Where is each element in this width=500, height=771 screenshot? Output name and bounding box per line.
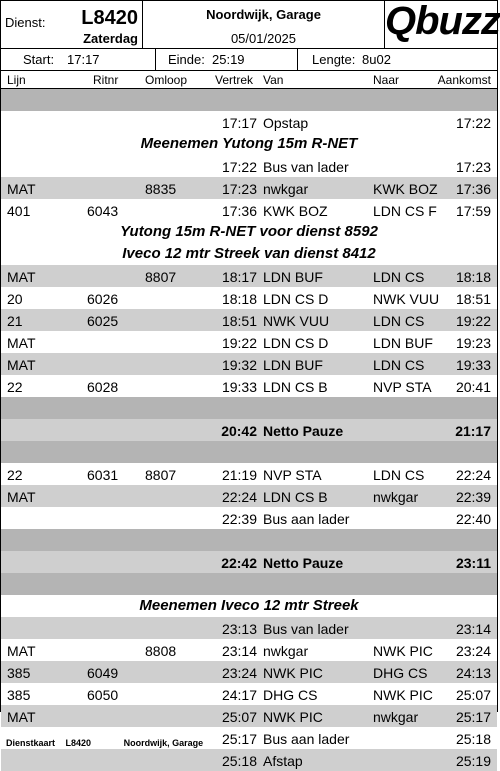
- einde-value: 25:19: [212, 52, 245, 67]
- cell-lijn: MAT: [7, 269, 36, 285]
- cell-vertrek: 25:07: [221, 709, 257, 725]
- cell-ritnr: 6031: [87, 467, 119, 483]
- cell-lijn: 385: [7, 665, 31, 681]
- cell-omloop: 8835: [145, 181, 177, 197]
- cell-van: LDN CS D: [263, 335, 329, 351]
- cell-vertrek: 21:19: [221, 467, 257, 483]
- table-row: [1, 749, 497, 771]
- footer-location: Noordwijk, Garage: [123, 738, 204, 748]
- cell-aankomst: 21:17: [455, 423, 491, 439]
- cell-naar: NWK PIC: [373, 687, 433, 703]
- start-section: [1, 49, 156, 70]
- cell-vertrek: 22:24: [221, 489, 257, 505]
- table-row: [1, 199, 497, 221]
- cell-aankomst: 25:18: [455, 731, 491, 747]
- table-row: [1, 617, 497, 639]
- cell-vertrek: 19:33: [221, 379, 257, 395]
- cell-aankomst: 23:14: [455, 621, 491, 637]
- cell-vertrek: 25:18: [221, 753, 257, 769]
- cell-vertrek: 22:39: [221, 511, 257, 527]
- cell-vertrek: 24:17: [221, 687, 257, 703]
- table-row: [1, 353, 497, 375]
- cell-aankomst: 25:19: [455, 753, 491, 769]
- cell-van: Opstap: [263, 115, 309, 131]
- logo-cell: [385, 1, 499, 48]
- section-title-row: [1, 243, 497, 265]
- cell-van: nwkgar: [263, 643, 309, 659]
- col-aankomst: Aankomst: [437, 73, 491, 87]
- table-row: [1, 287, 497, 309]
- lengte-value: 8u02: [362, 52, 391, 67]
- cell-naar: NVP STA: [373, 379, 432, 395]
- section-title-row: [1, 221, 497, 243]
- cell-lijn: MAT: [7, 709, 36, 725]
- table-row: [1, 661, 497, 683]
- cell-lijn: MAT: [7, 181, 36, 197]
- cell-vertrek: 23:13: [221, 621, 257, 637]
- cell-van: Bus aan lader: [263, 511, 350, 527]
- einde-label: Einde:: [168, 52, 205, 67]
- cell-van: NWK PIC: [263, 709, 323, 725]
- cell-vertrek: 19:32: [221, 357, 257, 373]
- table-row: [1, 331, 497, 353]
- cell-naar: LDN CS: [373, 313, 425, 329]
- cell-van: Bus van lader: [263, 159, 349, 175]
- table-row: [1, 309, 497, 331]
- col-naar: Naar: [373, 73, 400, 87]
- cell-aankomst: 19:23: [455, 335, 491, 351]
- cell-van: LDN CS B: [263, 379, 328, 395]
- cell-lijn: 21: [7, 313, 23, 329]
- separator-row: [1, 89, 497, 111]
- cell-aankomst: 23:11: [455, 555, 491, 571]
- section-title: Yutong 15m R-NET voor dienst 8592: [120, 223, 378, 240]
- einde-section: [156, 49, 298, 70]
- cell-lijn: MAT: [7, 357, 36, 373]
- footer-code: L8420: [65, 738, 92, 748]
- cell-van: Netto Pauze: [263, 555, 344, 571]
- table-row: [1, 485, 497, 507]
- section-title-row: [1, 133, 497, 155]
- table-row: [1, 177, 497, 199]
- cell-naar: LDN CS: [373, 467, 425, 483]
- cell-omloop: 8808: [145, 643, 177, 659]
- cell-aankomst: 25:17: [455, 709, 491, 725]
- cell-vertrek: 22:42: [221, 555, 257, 571]
- cell-van: NVP STA: [263, 467, 322, 483]
- cell-aankomst: 23:24: [455, 643, 491, 659]
- table-row: [1, 683, 497, 705]
- cell-vertrek: 23:14: [221, 643, 257, 659]
- cell-van: Bus aan lader: [263, 731, 350, 747]
- dienst-cell: [1, 1, 143, 48]
- cell-naar: LDN CS: [373, 357, 425, 373]
- cell-ritnr: 6043: [87, 203, 119, 219]
- cell-vertrek: 25:17: [221, 731, 257, 747]
- cell-lijn: 20: [7, 291, 23, 307]
- cell-aankomst: 19:22: [455, 313, 491, 329]
- dienst-label: Dienst:: [5, 15, 46, 30]
- cell-ritnr: 6026: [87, 291, 119, 307]
- cell-van: LDN BUF: [263, 357, 323, 373]
- lengte-label: Lengte:: [312, 52, 356, 67]
- cell-aankomst: 17:22: [455, 115, 491, 131]
- col-vertrek: Vertrek: [215, 73, 254, 87]
- cell-aankomst: 24:13: [455, 665, 491, 681]
- cell-vertrek: 23:24: [221, 665, 257, 681]
- cell-aankomst: 20:41: [455, 379, 491, 395]
- cell-naar: LDN CS: [373, 269, 425, 285]
- section-title-row: [1, 595, 497, 617]
- cell-vertrek: 17:23: [221, 181, 257, 197]
- table-row: [1, 639, 497, 661]
- cell-lijn: 401: [7, 203, 31, 219]
- cell-aankomst: 17:36: [455, 181, 491, 197]
- cell-van: NWK VUU: [263, 313, 330, 329]
- table-row: [1, 551, 497, 573]
- footer: [6, 738, 233, 748]
- cell-vertrek: 18:18: [221, 291, 257, 307]
- cell-lijn: MAT: [7, 489, 36, 505]
- separator-row: [1, 441, 497, 463]
- cell-van: LDN CS B: [263, 489, 328, 505]
- cell-lijn: MAT: [7, 643, 36, 659]
- cell-vertrek: 18:51: [221, 313, 257, 329]
- section-title: Meenemen Yutong 15m R-NET: [140, 135, 358, 152]
- table-row: [1, 265, 497, 287]
- cell-van: nwkgar: [263, 181, 309, 197]
- cell-naar: nwkgar: [373, 709, 419, 725]
- cell-van: NWK PIC: [263, 665, 323, 681]
- col-omloop: Omloop: [145, 73, 188, 87]
- cell-van: Netto Pauze: [263, 423, 344, 439]
- location-cell: [143, 1, 385, 48]
- separator-row: [1, 529, 497, 551]
- separator-row: [1, 573, 497, 595]
- cell-naar: LDN CS F: [373, 203, 437, 219]
- cell-vertrek: 17:22: [221, 159, 257, 175]
- cell-vertrek: 17:36: [221, 203, 257, 219]
- cell-aankomst: 22:39: [455, 489, 491, 505]
- dienst-code: L8420: [81, 7, 138, 29]
- cell-lijn: 22: [7, 467, 23, 483]
- col-ritnr: Ritnr: [93, 73, 119, 87]
- cell-van: DHG CS: [263, 687, 318, 703]
- cell-omloop: 8807: [145, 467, 177, 483]
- separator-row: [1, 397, 497, 419]
- header-top: [1, 0, 500, 49]
- start-value: 17:17: [67, 52, 100, 67]
- cell-van: Afstap: [263, 753, 303, 769]
- cell-vertrek: 17:17: [221, 115, 257, 131]
- cell-naar: nwkgar: [373, 489, 419, 505]
- table-row: [1, 419, 497, 441]
- cell-aankomst: 18:18: [455, 269, 491, 285]
- cell-aankomst: 17:23: [455, 159, 491, 175]
- cell-aankomst: 25:07: [455, 687, 491, 703]
- date: 05/01/2025: [230, 31, 297, 46]
- table-row: [1, 155, 497, 177]
- cell-lijn: 385: [7, 687, 31, 703]
- table-row: [1, 463, 497, 485]
- col-van: Van: [263, 73, 284, 87]
- section-title: Meenemen Iveco 12 mtr Streek: [139, 597, 359, 614]
- dienst-day: Zaterdag: [83, 31, 138, 46]
- cell-van: LDN CS D: [263, 291, 329, 307]
- col-lijn: Lijn: [7, 73, 26, 87]
- cell-van: KWK BOZ: [263, 203, 328, 219]
- cell-vertrek: 18:17: [221, 269, 257, 285]
- cell-ritnr: 6050: [87, 687, 119, 703]
- cell-naar: KWK BOZ: [373, 181, 438, 197]
- cell-naar: NWK VUU: [373, 291, 440, 307]
- column-headers: [1, 71, 497, 89]
- cell-ritnr: 6049: [87, 665, 119, 681]
- cell-naar: NWK PIC: [373, 643, 433, 659]
- header-times: [1, 49, 497, 71]
- cell-vertrek: 20:42: [221, 423, 257, 439]
- cell-van: LDN BUF: [263, 269, 323, 285]
- cell-aankomst: 18:51: [455, 291, 491, 307]
- table-row: [1, 507, 497, 529]
- footer-label: Dienstkaart: [6, 738, 56, 748]
- cell-ritnr: 6028: [87, 379, 119, 395]
- qbuzz-logo: Qbuzz: [385, 0, 500, 43]
- schedule-rows: [1, 89, 497, 771]
- cell-aankomst: 19:33: [455, 357, 491, 373]
- start-label: Start:: [23, 52, 55, 67]
- cell-aankomst: 17:59: [455, 203, 491, 219]
- cell-aankomst: 22:40: [455, 511, 491, 527]
- cell-vertrek: 19:22: [221, 335, 257, 351]
- cell-aankomst: 22:24: [455, 467, 491, 483]
- cell-ritnr: 6025: [87, 313, 119, 329]
- cell-naar: LDN BUF: [373, 335, 433, 351]
- cell-lijn: MAT: [7, 335, 36, 351]
- table-row: [1, 111, 497, 133]
- table-row: [1, 705, 497, 727]
- lengte-section: [298, 49, 499, 70]
- cell-lijn: 22: [7, 379, 23, 395]
- section-title: Iveco 12 mtr Streek van dienst 8412: [122, 245, 376, 262]
- table-row: [1, 375, 497, 397]
- cell-van: Bus van lader: [263, 621, 349, 637]
- location: Noordwijk, Garage: [206, 7, 321, 22]
- cell-naar: DHG CS: [373, 665, 428, 681]
- cell-omloop: 8807: [145, 269, 177, 285]
